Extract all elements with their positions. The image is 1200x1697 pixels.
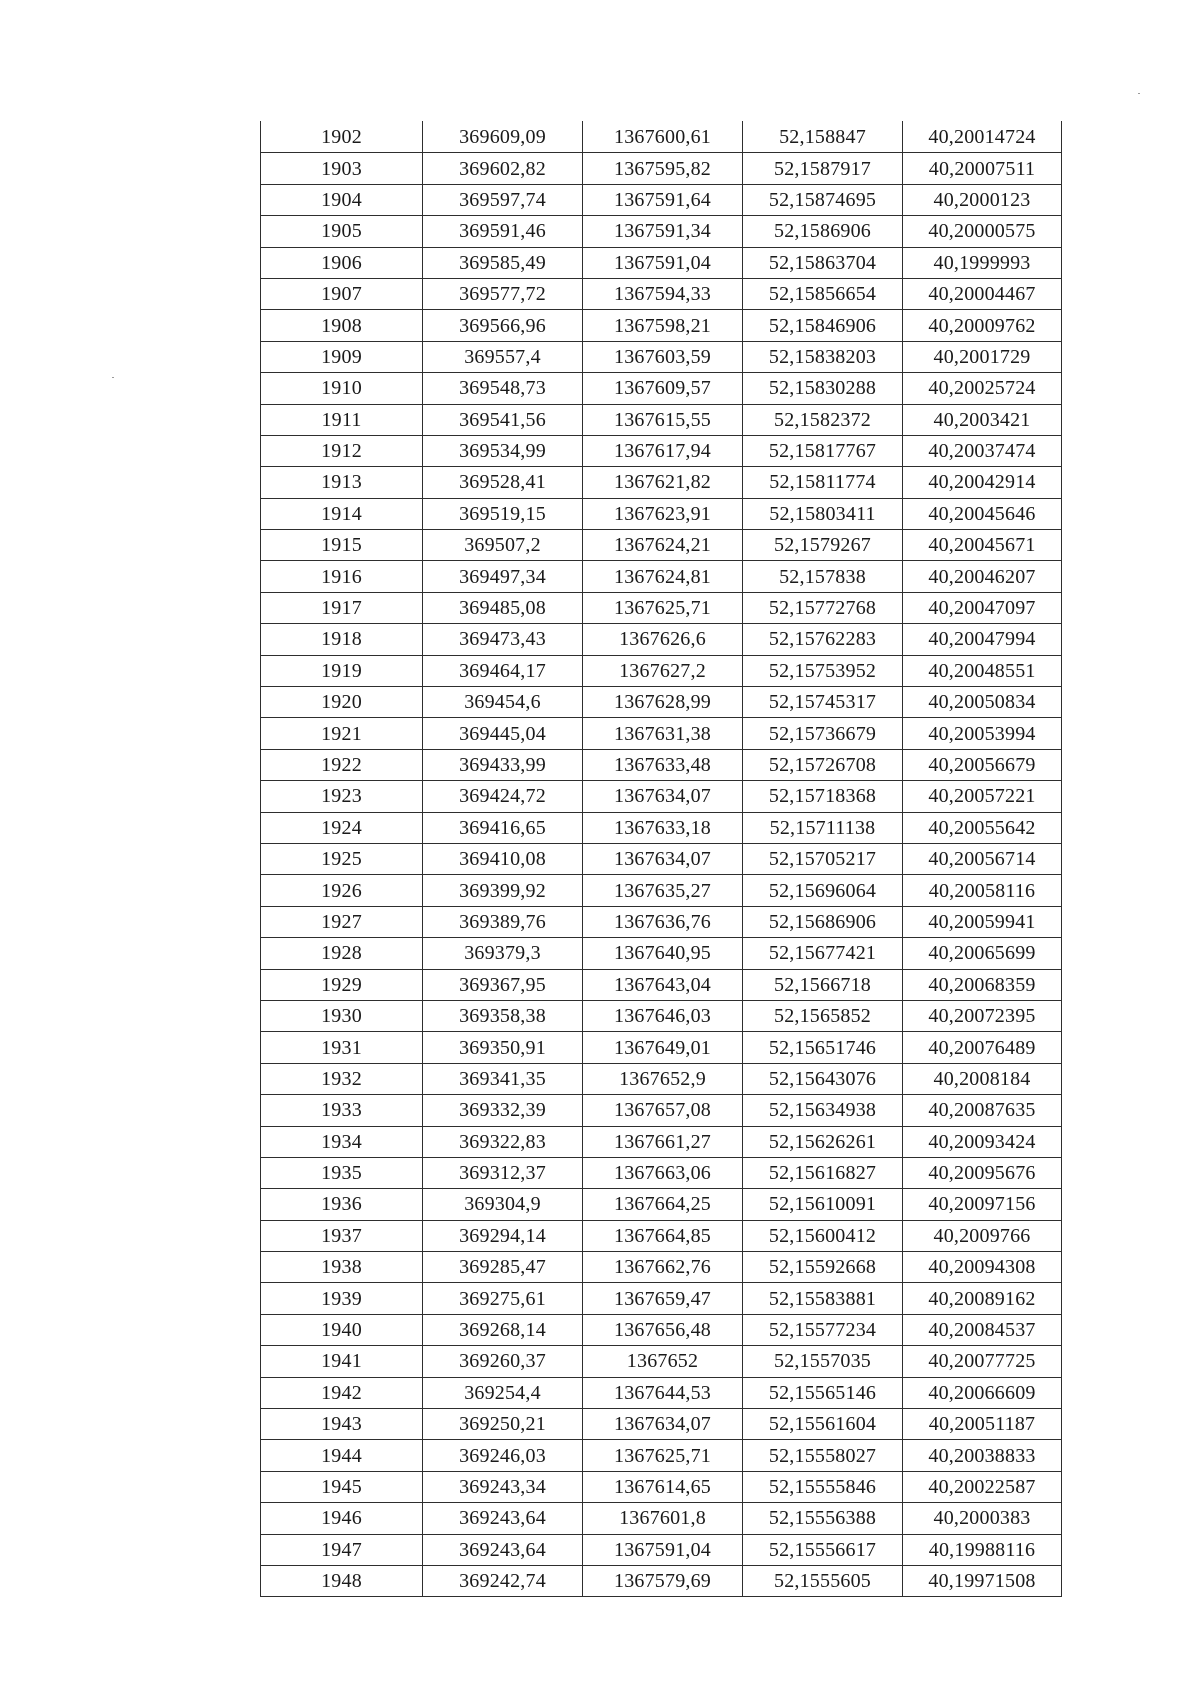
longitude-cell: 40,20004467 — [903, 278, 1062, 309]
x-coordinate-cell: 369410,08 — [423, 843, 583, 874]
x-coordinate-cell: 369341,35 — [423, 1063, 583, 1094]
longitude-cell: 40,2001729 — [903, 341, 1062, 372]
latitude-cell: 52,15643076 — [743, 1063, 903, 1094]
longitude-cell: 40,19988116 — [903, 1534, 1062, 1565]
latitude-cell: 52,15874695 — [743, 184, 903, 215]
point-number-cell: 1916 — [261, 561, 423, 592]
latitude-cell: 52,15561604 — [743, 1409, 903, 1440]
table-row — [261, 1283, 1062, 1314]
x-coordinate-cell: 369260,37 — [423, 1346, 583, 1377]
y-coordinate-cell: 1367624,21 — [583, 530, 743, 561]
point-number-cell: 1936 — [261, 1189, 423, 1220]
x-coordinate-cell: 369473,43 — [423, 624, 583, 655]
y-coordinate-cell: 1367644,53 — [583, 1377, 743, 1408]
y-coordinate-cell: 1367609,57 — [583, 373, 743, 404]
table-row — [261, 498, 1062, 529]
longitude-cell: 40,20009762 — [903, 310, 1062, 341]
point-number-cell: 1917 — [261, 592, 423, 623]
table-row — [261, 278, 1062, 309]
table-row — [261, 592, 1062, 623]
point-number-cell: 1924 — [261, 812, 423, 843]
latitude-cell: 52,1579267 — [743, 530, 903, 561]
longitude-cell: 40,20046207 — [903, 561, 1062, 592]
table-row — [261, 341, 1062, 372]
latitude-cell: 52,1557035 — [743, 1346, 903, 1377]
x-coordinate-cell: 369548,73 — [423, 373, 583, 404]
longitude-cell: 40,2003421 — [903, 404, 1062, 435]
x-coordinate-cell: 369577,72 — [423, 278, 583, 309]
x-coordinate-cell: 369497,34 — [423, 561, 583, 592]
latitude-cell: 52,15811774 — [743, 467, 903, 498]
y-coordinate-cell: 1367624,81 — [583, 561, 743, 592]
point-number-cell: 1911 — [261, 404, 423, 435]
table-row — [261, 1000, 1062, 1031]
x-coordinate-cell: 369597,74 — [423, 184, 583, 215]
latitude-cell: 52,15745317 — [743, 687, 903, 718]
longitude-cell: 40,20014724 — [903, 122, 1062, 153]
longitude-cell: 40,20058116 — [903, 875, 1062, 906]
y-coordinate-cell: 1367600,61 — [583, 122, 743, 153]
point-number-cell: 1933 — [261, 1095, 423, 1126]
point-number-cell: 1948 — [261, 1565, 423, 1596]
table-row — [261, 624, 1062, 655]
x-coordinate-cell: 369294,14 — [423, 1220, 583, 1251]
point-number-cell: 1921 — [261, 718, 423, 749]
latitude-cell: 52,15736679 — [743, 718, 903, 749]
point-number-cell: 1938 — [261, 1252, 423, 1283]
latitude-cell: 52,1582372 — [743, 404, 903, 435]
latitude-cell: 52,15856654 — [743, 278, 903, 309]
longitude-cell: 40,20066609 — [903, 1377, 1062, 1408]
y-coordinate-cell: 1367633,18 — [583, 812, 743, 843]
y-coordinate-cell: 1367627,2 — [583, 655, 743, 686]
table-row — [261, 812, 1062, 843]
table-row — [261, 1252, 1062, 1283]
latitude-cell: 52,15696064 — [743, 875, 903, 906]
table-row — [261, 1409, 1062, 1440]
longitude-cell: 40,20093424 — [903, 1126, 1062, 1157]
latitude-cell: 52,157838 — [743, 561, 903, 592]
table-row — [261, 1377, 1062, 1408]
table-row — [261, 781, 1062, 812]
latitude-cell: 52,15772768 — [743, 592, 903, 623]
table-row — [261, 875, 1062, 906]
y-coordinate-cell: 1367603,59 — [583, 341, 743, 372]
latitude-cell: 52,15686906 — [743, 906, 903, 937]
table-row — [261, 561, 1062, 592]
table-row — [261, 1032, 1062, 1063]
latitude-cell: 52,15753952 — [743, 655, 903, 686]
x-coordinate-cell: 369534,99 — [423, 435, 583, 466]
latitude-cell: 52,1587917 — [743, 153, 903, 184]
y-coordinate-cell: 1367598,21 — [583, 310, 743, 341]
latitude-cell: 52,15677421 — [743, 938, 903, 969]
x-coordinate-cell: 369591,46 — [423, 216, 583, 247]
longitude-cell: 40,2008184 — [903, 1063, 1062, 1094]
table-row — [261, 938, 1062, 969]
x-coordinate-cell: 369246,03 — [423, 1440, 583, 1471]
point-number-cell: 1913 — [261, 467, 423, 498]
point-number-cell: 1926 — [261, 875, 423, 906]
x-coordinate-cell: 369268,14 — [423, 1314, 583, 1345]
coordinates-table — [260, 121, 1062, 1597]
point-number-cell: 1923 — [261, 781, 423, 812]
table-row — [261, 216, 1062, 247]
longitude-cell: 40,20068359 — [903, 969, 1062, 1000]
point-number-cell: 1922 — [261, 749, 423, 780]
point-number-cell: 1940 — [261, 1314, 423, 1345]
table-row — [261, 247, 1062, 278]
x-coordinate-cell: 369379,3 — [423, 938, 583, 969]
longitude-cell: 40,20076489 — [903, 1032, 1062, 1063]
table-row — [261, 467, 1062, 498]
y-coordinate-cell: 1367664,25 — [583, 1189, 743, 1220]
longitude-cell: 40,20094308 — [903, 1252, 1062, 1283]
x-coordinate-cell: 369254,4 — [423, 1377, 583, 1408]
y-coordinate-cell: 1367591,04 — [583, 1534, 743, 1565]
y-coordinate-cell: 1367636,76 — [583, 906, 743, 937]
y-coordinate-cell: 1367664,85 — [583, 1220, 743, 1251]
y-coordinate-cell: 1367663,06 — [583, 1157, 743, 1188]
longitude-cell: 40,20000575 — [903, 216, 1062, 247]
table-row — [261, 184, 1062, 215]
x-coordinate-cell: 369350,91 — [423, 1032, 583, 1063]
latitude-cell: 52,15634938 — [743, 1095, 903, 1126]
latitude-cell: 52,1586906 — [743, 216, 903, 247]
point-number-cell: 1929 — [261, 969, 423, 1000]
latitude-cell: 52,15846906 — [743, 310, 903, 341]
y-coordinate-cell: 1367643,04 — [583, 969, 743, 1000]
table-row — [261, 718, 1062, 749]
table-row — [261, 906, 1062, 937]
latitude-cell: 52,15711138 — [743, 812, 903, 843]
x-coordinate-cell: 369242,74 — [423, 1565, 583, 1596]
table-row — [261, 435, 1062, 466]
y-coordinate-cell: 1367634,07 — [583, 843, 743, 874]
latitude-cell: 52,15803411 — [743, 498, 903, 529]
y-coordinate-cell: 1367634,07 — [583, 781, 743, 812]
longitude-cell: 40,20055642 — [903, 812, 1062, 843]
table-row — [261, 1565, 1062, 1596]
point-number-cell: 1941 — [261, 1346, 423, 1377]
point-number-cell: 1902 — [261, 122, 423, 153]
longitude-cell: 40,20097156 — [903, 1189, 1062, 1220]
longitude-cell: 40,20038833 — [903, 1440, 1062, 1471]
table-row — [261, 122, 1062, 153]
longitude-cell: 40,1999993 — [903, 247, 1062, 278]
latitude-cell: 52,15651746 — [743, 1032, 903, 1063]
x-coordinate-cell: 369445,04 — [423, 718, 583, 749]
y-coordinate-cell: 1367631,38 — [583, 718, 743, 749]
longitude-cell: 40,2000383 — [903, 1503, 1062, 1534]
point-number-cell: 1930 — [261, 1000, 423, 1031]
point-number-cell: 1944 — [261, 1440, 423, 1471]
table-row — [261, 655, 1062, 686]
x-coordinate-cell: 369424,72 — [423, 781, 583, 812]
table-row — [261, 843, 1062, 874]
longitude-cell: 40,20057221 — [903, 781, 1062, 812]
y-coordinate-cell: 1367659,47 — [583, 1283, 743, 1314]
table-row — [261, 373, 1062, 404]
x-coordinate-cell: 369312,37 — [423, 1157, 583, 1188]
y-coordinate-cell: 1367634,07 — [583, 1409, 743, 1440]
latitude-cell: 52,15726708 — [743, 749, 903, 780]
point-number-cell: 1925 — [261, 843, 423, 874]
latitude-cell: 52,15616827 — [743, 1157, 903, 1188]
x-coordinate-cell: 369519,15 — [423, 498, 583, 529]
table-row — [261, 310, 1062, 341]
longitude-cell: 40,20045671 — [903, 530, 1062, 561]
point-number-cell: 1904 — [261, 184, 423, 215]
x-coordinate-cell: 369243,64 — [423, 1503, 583, 1534]
longitude-cell: 40,20089162 — [903, 1283, 1062, 1314]
latitude-cell: 52,15626261 — [743, 1126, 903, 1157]
table-row — [261, 749, 1062, 780]
latitude-cell: 52,15592668 — [743, 1252, 903, 1283]
table-row — [261, 153, 1062, 184]
longitude-cell: 40,20022587 — [903, 1471, 1062, 1502]
longitude-cell: 40,20007511 — [903, 153, 1062, 184]
longitude-cell: 40,20047097 — [903, 592, 1062, 623]
y-coordinate-cell: 1367661,27 — [583, 1126, 743, 1157]
point-number-cell: 1942 — [261, 1377, 423, 1408]
latitude-cell: 52,15577234 — [743, 1314, 903, 1345]
x-coordinate-cell: 369304,9 — [423, 1189, 583, 1220]
y-coordinate-cell: 1367594,33 — [583, 278, 743, 309]
longitude-cell: 40,20042914 — [903, 467, 1062, 498]
longitude-cell: 40,2000123 — [903, 184, 1062, 215]
latitude-cell: 52,15863704 — [743, 247, 903, 278]
y-coordinate-cell: 1367649,01 — [583, 1032, 743, 1063]
latitude-cell: 52,1566718 — [743, 969, 903, 1000]
y-coordinate-cell: 1367601,8 — [583, 1503, 743, 1534]
table-row — [261, 530, 1062, 561]
table-row — [261, 1095, 1062, 1126]
x-coordinate-cell: 369322,83 — [423, 1126, 583, 1157]
longitude-cell: 40,20087635 — [903, 1095, 1062, 1126]
longitude-cell: 40,20048551 — [903, 655, 1062, 686]
latitude-cell: 52,15817767 — [743, 435, 903, 466]
table-row — [261, 404, 1062, 435]
longitude-cell: 40,20045646 — [903, 498, 1062, 529]
latitude-cell: 52,15555846 — [743, 1471, 903, 1502]
latitude-cell: 52,15610091 — [743, 1189, 903, 1220]
point-number-cell: 1918 — [261, 624, 423, 655]
latitude-cell: 52,15556388 — [743, 1503, 903, 1534]
x-coordinate-cell: 369485,08 — [423, 592, 583, 623]
latitude-cell: 52,1555605 — [743, 1565, 903, 1596]
longitude-cell: 40,20056714 — [903, 843, 1062, 874]
latitude-cell: 52,158847 — [743, 122, 903, 153]
y-coordinate-cell: 1367625,71 — [583, 592, 743, 623]
point-number-cell: 1914 — [261, 498, 423, 529]
y-coordinate-cell: 1367591,64 — [583, 184, 743, 215]
x-coordinate-cell: 369602,82 — [423, 153, 583, 184]
table-row — [261, 1440, 1062, 1471]
x-coordinate-cell: 369399,92 — [423, 875, 583, 906]
x-coordinate-cell: 369367,95 — [423, 969, 583, 1000]
latitude-cell: 52,1565852 — [743, 1000, 903, 1031]
table-row — [261, 1189, 1062, 1220]
x-coordinate-cell: 369609,09 — [423, 122, 583, 153]
longitude-cell: 40,20056679 — [903, 749, 1062, 780]
coordinates-table-body — [261, 122, 1062, 1597]
scan-speck — [112, 377, 114, 378]
x-coordinate-cell: 369433,99 — [423, 749, 583, 780]
latitude-cell: 52,15558027 — [743, 1440, 903, 1471]
latitude-cell: 52,15565146 — [743, 1377, 903, 1408]
longitude-cell: 40,20047994 — [903, 624, 1062, 655]
point-number-cell: 1945 — [261, 1471, 423, 1502]
table-row — [261, 1346, 1062, 1377]
y-coordinate-cell: 1367626,6 — [583, 624, 743, 655]
table-row — [261, 1126, 1062, 1157]
y-coordinate-cell: 1367595,82 — [583, 153, 743, 184]
latitude-cell: 52,15830288 — [743, 373, 903, 404]
point-number-cell: 1943 — [261, 1409, 423, 1440]
point-number-cell: 1934 — [261, 1126, 423, 1157]
longitude-cell: 40,20053994 — [903, 718, 1062, 749]
x-coordinate-cell: 369389,76 — [423, 906, 583, 937]
table-row — [261, 1063, 1062, 1094]
y-coordinate-cell: 1367579,69 — [583, 1565, 743, 1596]
point-number-cell: 1931 — [261, 1032, 423, 1063]
y-coordinate-cell: 1367617,94 — [583, 435, 743, 466]
table-row — [261, 1220, 1062, 1251]
y-coordinate-cell: 1367614,65 — [583, 1471, 743, 1502]
longitude-cell: 40,20084537 — [903, 1314, 1062, 1345]
longitude-cell: 40,2009766 — [903, 1220, 1062, 1251]
point-number-cell: 1928 — [261, 938, 423, 969]
table-row — [261, 687, 1062, 718]
point-number-cell: 1905 — [261, 216, 423, 247]
y-coordinate-cell: 1367662,76 — [583, 1252, 743, 1283]
y-coordinate-cell: 1367652 — [583, 1346, 743, 1377]
point-number-cell: 1939 — [261, 1283, 423, 1314]
longitude-cell: 40,20095676 — [903, 1157, 1062, 1188]
point-number-cell: 1903 — [261, 153, 423, 184]
y-coordinate-cell: 1367635,27 — [583, 875, 743, 906]
table-row — [261, 1157, 1062, 1188]
y-coordinate-cell: 1367628,99 — [583, 687, 743, 718]
latitude-cell: 52,15600412 — [743, 1220, 903, 1251]
table-row — [261, 1503, 1062, 1534]
y-coordinate-cell: 1367591,34 — [583, 216, 743, 247]
longitude-cell: 40,20051187 — [903, 1409, 1062, 1440]
longitude-cell: 40,20037474 — [903, 435, 1062, 466]
x-coordinate-cell: 369243,34 — [423, 1471, 583, 1502]
longitude-cell: 40,19971508 — [903, 1565, 1062, 1596]
x-coordinate-cell: 369358,38 — [423, 1000, 583, 1031]
table-row — [261, 969, 1062, 1000]
x-coordinate-cell: 369557,4 — [423, 341, 583, 372]
x-coordinate-cell: 369275,61 — [423, 1283, 583, 1314]
coordinates-table-container — [260, 121, 1061, 1597]
longitude-cell: 40,20077725 — [903, 1346, 1062, 1377]
x-coordinate-cell: 369454,6 — [423, 687, 583, 718]
point-number-cell: 1919 — [261, 655, 423, 686]
point-number-cell: 1947 — [261, 1534, 423, 1565]
y-coordinate-cell: 1367652,9 — [583, 1063, 743, 1094]
longitude-cell: 40,20050834 — [903, 687, 1062, 718]
x-coordinate-cell: 369250,21 — [423, 1409, 583, 1440]
x-coordinate-cell: 369566,96 — [423, 310, 583, 341]
x-coordinate-cell: 369332,39 — [423, 1095, 583, 1126]
point-number-cell: 1909 — [261, 341, 423, 372]
point-number-cell: 1920 — [261, 687, 423, 718]
latitude-cell: 52,15705217 — [743, 843, 903, 874]
point-number-cell: 1910 — [261, 373, 423, 404]
table-row — [261, 1471, 1062, 1502]
x-coordinate-cell: 369585,49 — [423, 247, 583, 278]
x-coordinate-cell: 369243,64 — [423, 1534, 583, 1565]
x-coordinate-cell: 369285,47 — [423, 1252, 583, 1283]
y-coordinate-cell: 1367646,03 — [583, 1000, 743, 1031]
point-number-cell: 1946 — [261, 1503, 423, 1534]
latitude-cell: 52,15838203 — [743, 341, 903, 372]
latitude-cell: 52,15718368 — [743, 781, 903, 812]
y-coordinate-cell: 1367657,08 — [583, 1095, 743, 1126]
y-coordinate-cell: 1367640,95 — [583, 938, 743, 969]
point-number-cell: 1915 — [261, 530, 423, 561]
table-row — [261, 1314, 1062, 1345]
latitude-cell: 52,15556617 — [743, 1534, 903, 1565]
longitude-cell: 40,20025724 — [903, 373, 1062, 404]
longitude-cell: 40,20072395 — [903, 1000, 1062, 1031]
x-coordinate-cell: 369528,41 — [423, 467, 583, 498]
point-number-cell: 1907 — [261, 278, 423, 309]
point-number-cell: 1906 — [261, 247, 423, 278]
y-coordinate-cell: 1367621,82 — [583, 467, 743, 498]
x-coordinate-cell: 369464,17 — [423, 655, 583, 686]
x-coordinate-cell: 369507,2 — [423, 530, 583, 561]
y-coordinate-cell: 1367633,48 — [583, 749, 743, 780]
point-number-cell: 1937 — [261, 1220, 423, 1251]
latitude-cell: 52,15762283 — [743, 624, 903, 655]
point-number-cell: 1912 — [261, 435, 423, 466]
table-row — [261, 1534, 1062, 1565]
y-coordinate-cell: 1367623,91 — [583, 498, 743, 529]
y-coordinate-cell: 1367591,04 — [583, 247, 743, 278]
latitude-cell: 52,15583881 — [743, 1283, 903, 1314]
x-coordinate-cell: 369416,65 — [423, 812, 583, 843]
scan-speck — [1138, 93, 1140, 94]
y-coordinate-cell: 1367656,48 — [583, 1314, 743, 1345]
longitude-cell: 40,20065699 — [903, 938, 1062, 969]
x-coordinate-cell: 369541,56 — [423, 404, 583, 435]
point-number-cell: 1932 — [261, 1063, 423, 1094]
y-coordinate-cell: 1367625,71 — [583, 1440, 743, 1471]
point-number-cell: 1927 — [261, 906, 423, 937]
y-coordinate-cell: 1367615,55 — [583, 404, 743, 435]
point-number-cell: 1908 — [261, 310, 423, 341]
longitude-cell: 40,20059941 — [903, 906, 1062, 937]
point-number-cell: 1935 — [261, 1157, 423, 1188]
